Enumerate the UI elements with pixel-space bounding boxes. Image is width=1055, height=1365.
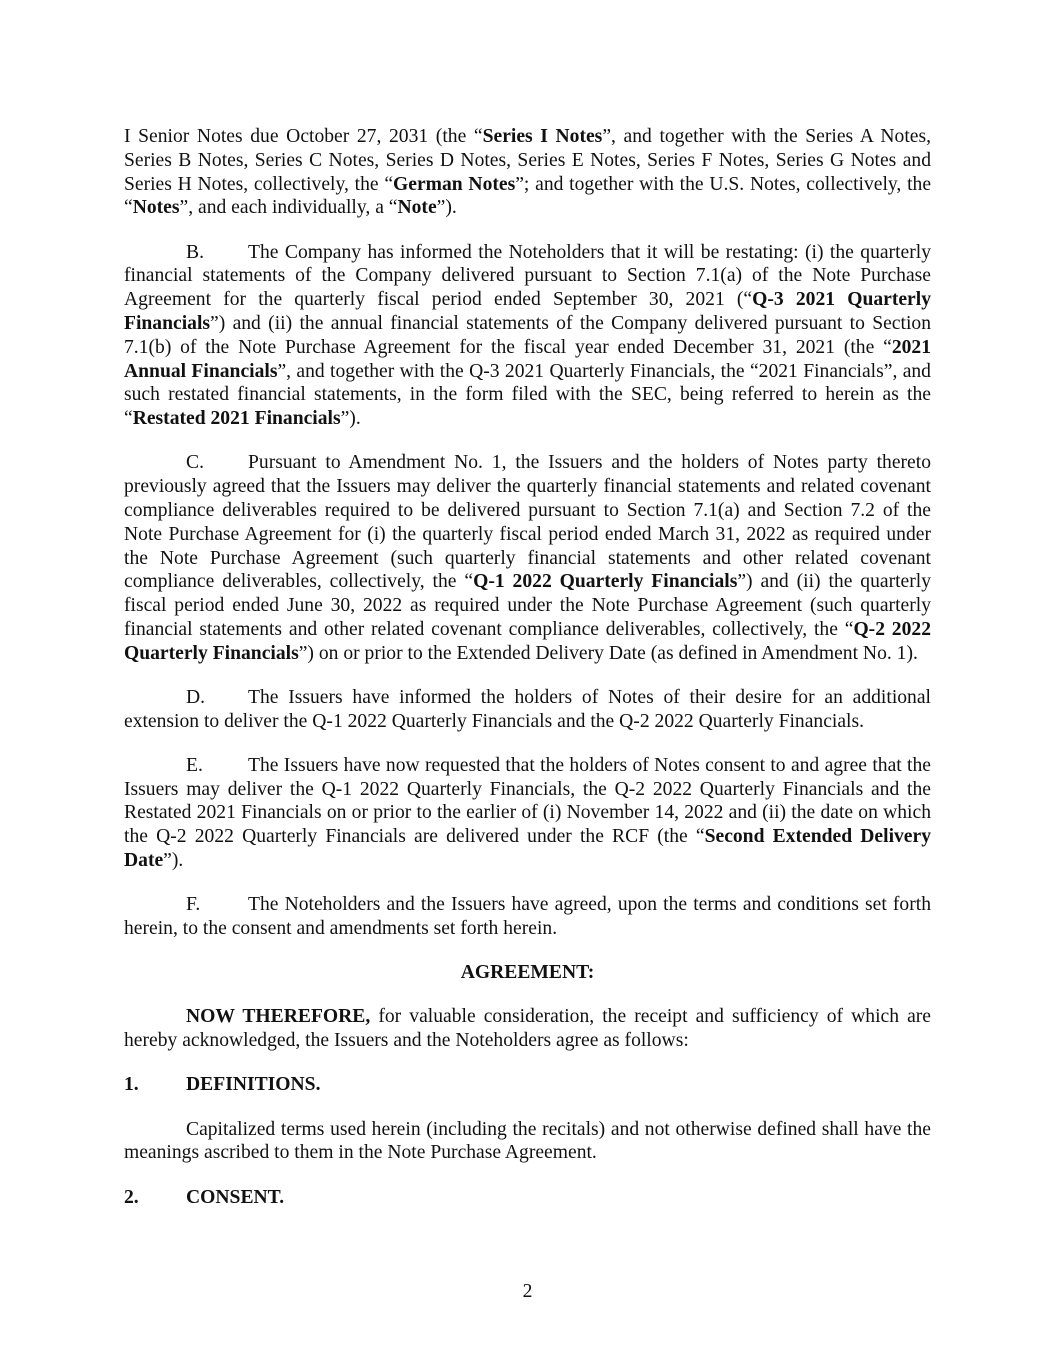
defined-term: 2021 Annual Financials <box>124 336 931 382</box>
defined-term: German Notes <box>393 173 516 195</box>
recital-f: F. The Noteholders and the Issuers have agreed, upon the terms and conditions set forth herein, to the consent and amendments set forth herein. <box>124 894 931 940</box>
recital-letter: F. <box>186 894 201 916</box>
recital-c: C. Pursuant to Amendment No. 1, the Issuers and the holders of Notes party thereto previously agreed that the Issuers may deliver the quarterly financial statements and related covenant compliance deliverables required to be delivered pursuant to Section 7.1(a) and Section 7.2 of the Note Purchase Agreement for (i) the quarterly fiscal period ended March 31, 2022 as required under the Note Purchase Agreement (such quarterly financial statements and other related covenant compliance deliverables, collectively, the “Q-1 2022 Quarterly Financials”) and (ii) the quarterly fiscal period ended June 30, 2022 as required under the Note Purchase Agreement (such quarterly financial statements and other related covenant compliance deliverables, collectively, the “Q-2 2022 Quarterly Financials”) on or prior to the Extended Delivery Date (as defined in Amendment No. 1). <box>124 452 932 664</box>
section-number: 2. <box>124 1186 139 1208</box>
section-1-body: Capitalized terms used herein (including the recitals) and not otherwise defined shall have the meanings ascribed to them in the Note Purchase Agreement. <box>124 1118 931 1164</box>
recital-letter: D. <box>186 686 206 708</box>
now-therefore-lead: NOW THEREFORE, <box>186 1006 371 1028</box>
section-2-heading <box>124 1186 931 1210</box>
defined-term: Series I Notes <box>482 126 603 147</box>
agreement-heading: AGREEMENT: <box>460 962 595 984</box>
document-page <box>124 125 931 1230</box>
section-1-heading <box>124 1073 931 1097</box>
recital-d: D. The Issuers have informed the holders of Notes of their desire for an additional extension to deliver the Q-1 2022 Quarterly Financials and the Q-2 2022 Quarterly Financials. <box>124 686 931 732</box>
section-number: 1. <box>124 1074 139 1096</box>
defined-term: Note <box>397 197 437 219</box>
section-title: CONSENT. <box>186 1186 285 1208</box>
defined-term: Q-1 2022 Quarterly Financials <box>473 571 738 593</box>
defined-term: Q-2 2022 Quarterly Financials <box>124 618 931 664</box>
section-title: DEFINITIONS. <box>186 1074 321 1096</box>
recital-letter: B. <box>186 241 204 263</box>
now-therefore-paragraph: NOW THEREFORE, for valuable consideration, the receipt and sufficiency of which are hereby acknowledged, the Issuers and the Noteholders agree as follows: <box>124 1006 931 1052</box>
recital-letter: E. <box>186 754 203 776</box>
defined-term: Restated 2021 Financials <box>132 408 341 430</box>
recital-a-continuation: I Senior Notes due October 27, 2031 (the “Series I Notes”, and together with the Series A Notes, Series B Notes, Series C Notes, Series D Notes, Series E Notes, Series F Notes, Series G Notes and Series H Notes, collectively, the “German Notes”; and together with the U.S. Notes, collectively, the “Notes”, and each individually, a “Note”). <box>124 126 932 219</box>
recital-b: B. The Company has informed the Noteholders that it will be restating: (i) the quarterly financial statements of the Company delivered pursuant to Section 7.1(a) of the Note Purchase Agreement for the quarterly fiscal period ended September 30, 2021 (“Q-3 2021 Quarterly Financials”) and (ii) the annual financial statements of the Company delivered pursuant to Section 7.1(b) of the Note Purchase Agreement for the fiscal year ended December 31, 2021 (the “2021 Annual Financials”, and together with the Q-3 2021 Quarterly Financials, the “2021 Financials”, and such restated financial statements, in the form filed with the SEC, being referred to herein as the “Restated 2021 Financials”). <box>124 241 931 430</box>
defined-term: Second Extended Delivery Date <box>124 826 932 872</box>
recital-e: E. The Issuers have now requested that the holders of Notes consent to and agree that the Issuers may deliver the Q-1 2022 Quarterly Financials, the Q-2 2022 Quarterly Financials and the Restated 2021 Financials on or prior to the earlier of (i) November 14, 2022 and (ii) the date on which the Q-2 2022 Quarterly Financials are delivered under the RCF (the “Second Extended Delivery Date”). <box>124 754 932 872</box>
page-number: 2 <box>522 1281 533 1302</box>
defined-term: Q-3 2021 Quarterly Financials <box>124 289 931 334</box>
defined-term: Notes <box>132 197 180 219</box>
recital-letter: C. <box>186 452 204 474</box>
